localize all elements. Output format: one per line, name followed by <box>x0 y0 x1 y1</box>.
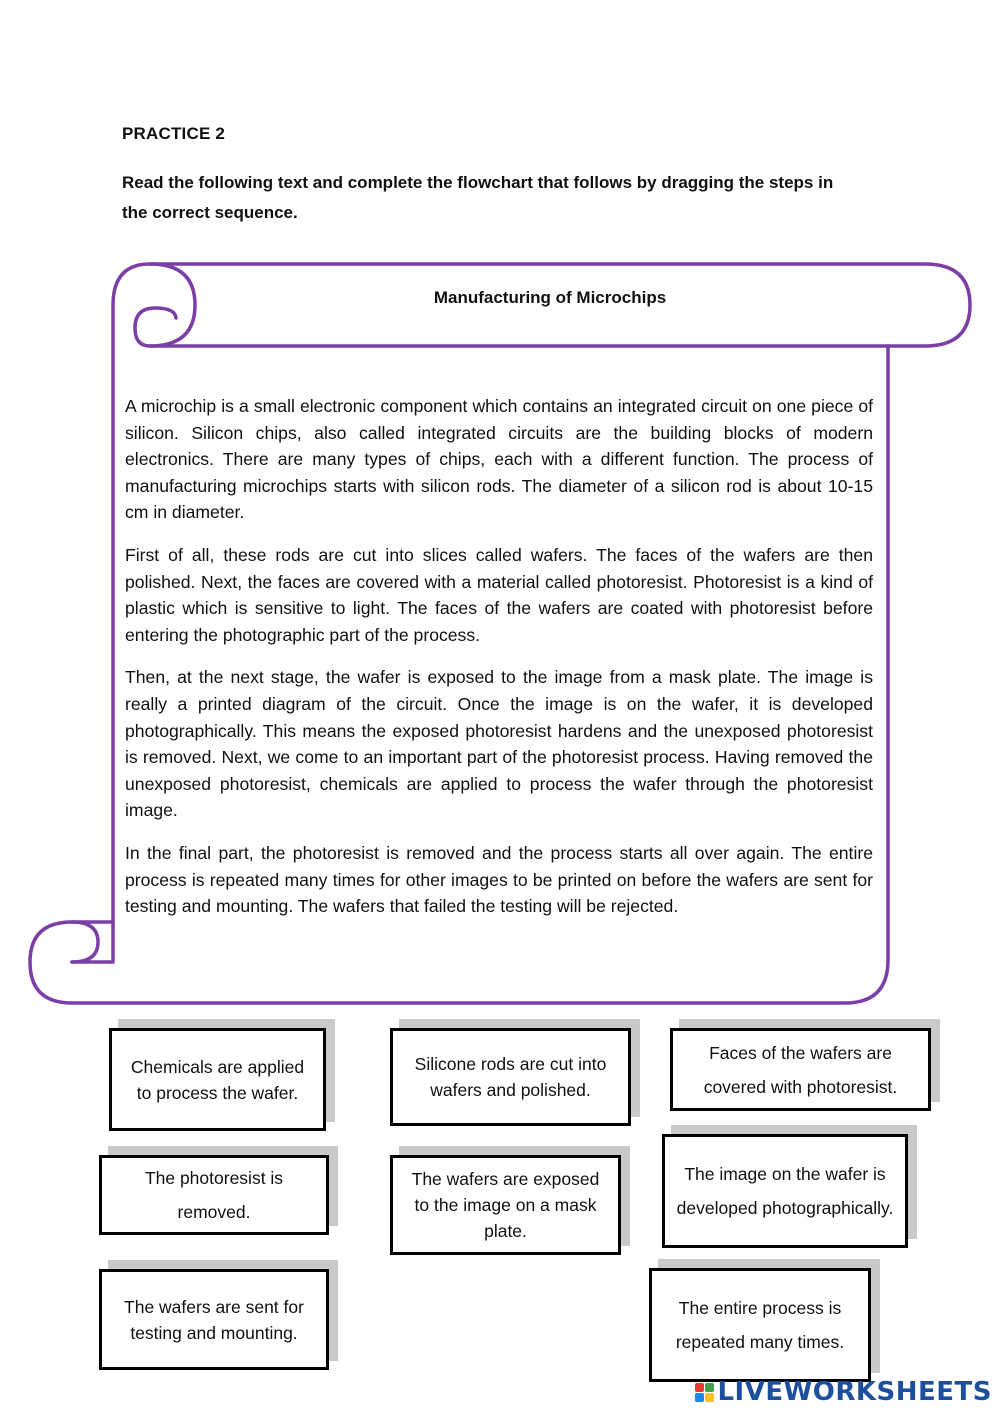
scroll-bottom-inner-curl <box>72 922 98 962</box>
step-card-testing[interactable]: The wafers are sent for testing and mounting. <box>99 1269 329 1370</box>
step-card-chemicals[interactable]: Chemicals are applied to process the wafer. <box>109 1028 326 1131</box>
step-card-mask-plate[interactable]: The wafers are exposed to the image on a mask plate. <box>390 1155 621 1255</box>
liveworksheets-logo <box>695 1377 992 1407</box>
step-card-repeated[interactable]: The entire process is repeated many times. <box>649 1268 871 1382</box>
instructions: Read the following text and complete the flowchart that follows by dragging the steps in the correct sequence. <box>122 173 834 222</box>
scroll-top-curl <box>135 264 195 346</box>
step-card-photoresist-removed[interactable]: The photoresist is removed. <box>99 1155 329 1235</box>
passage-paragraph: First of all, these rods are cut into slices called wafers. The faces of the wafers are then polished. Next, the faces are covered with a material called photoresist. Photoresist is a kind of plastic which is sensitive to light. The faces of the wafers are coated with photoresist before entering the photographic part of the process. <box>125 544 873 645</box>
passage-paragraph: A microchip is a small electronic component which contains an integrated circuit on one piece of silicon. Silicon chips, also called integrated circuits are the building blocks of modern electronics. There are many types of chips, each with a different function. The process of manufacturing microchips starts with silicon rods. The diameter of a silicon rod is about 10-15 cm in diameter. <box>125 396 873 523</box>
passage-title: Manufacturing of Microchips <box>433 288 667 307</box>
logo-text: LIVEWORKSHEETS <box>717 1377 992 1407</box>
page-title: PRACTICE 2 <box>122 124 226 143</box>
passage-body <box>125 393 873 936</box>
step-card-cut-wafers[interactable]: Silicone rods are cut into wafers and polished. <box>390 1028 631 1126</box>
step-card-photoresist-cover[interactable]: Faces of the wafers are covered with photoresist. <box>670 1028 931 1111</box>
logo-mark-icon <box>695 1383 714 1402</box>
passage-paragraph: In the final part, the photoresist is removed and the process starts all over again. The entire process is repeated many times for other images to be printed on before the wafers are sent for testing and mounting. The wafers that failed the testing will be rejected. <box>125 842 873 917</box>
step-card-developed[interactable]: The image on the wafer is developed photographically. <box>662 1134 908 1248</box>
passage-paragraph: Then, at the next stage, the wafer is exposed to the image from a mask plate. The image is really a printed diagram of the circuit. Once the image is on the wafer, it is developed photographically. This means the exposed photoresist hardens and the unexposed photoresist is removed. Next, we come to an important part of the photoresist process. Having removed the unexposed photoresist, chemicals are applied to process the wafer through the photoresist image. <box>125 667 873 821</box>
